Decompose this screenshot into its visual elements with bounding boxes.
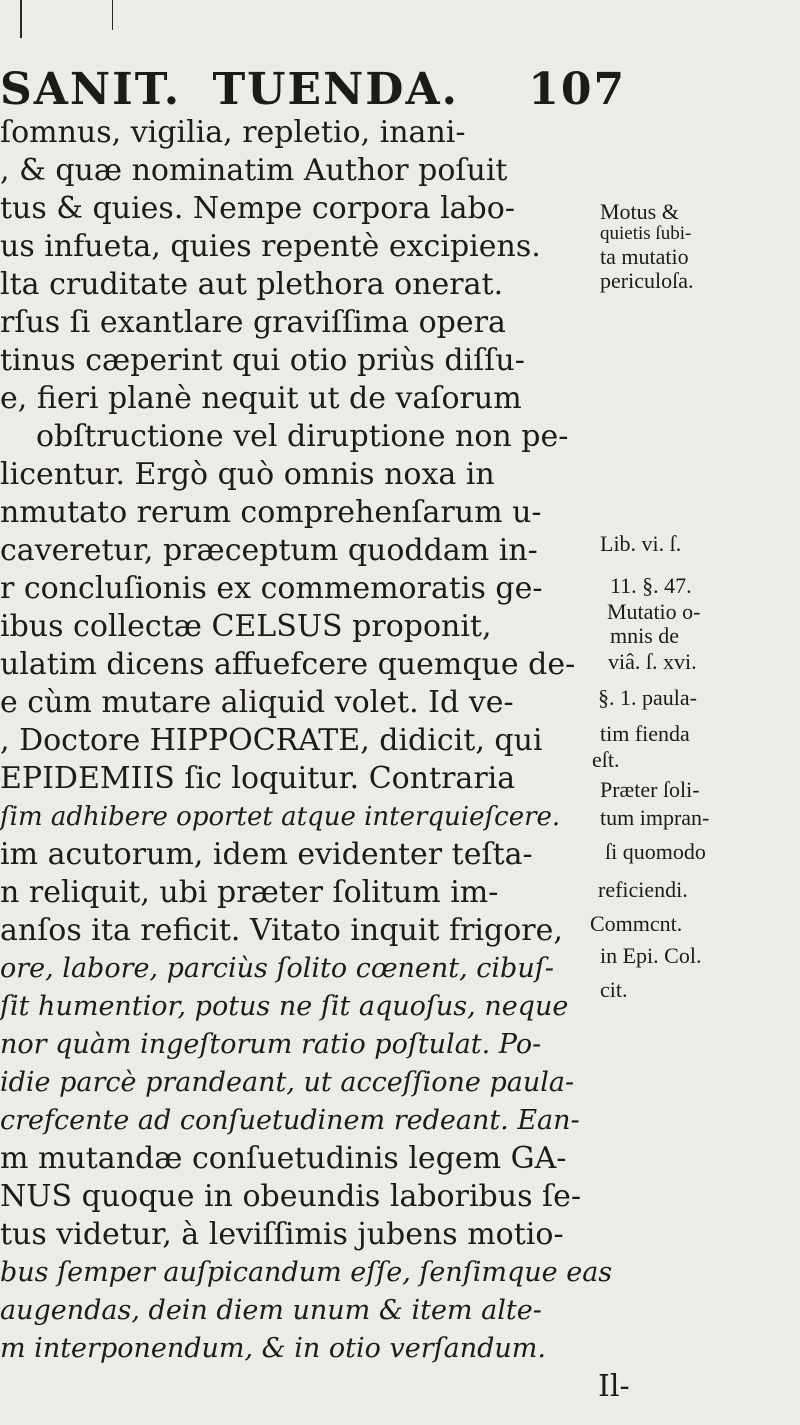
text-line: obſtructione vel diruptione non pe-	[36, 419, 569, 454]
text-line: ibus collectæ CELSUS proponit,	[0, 609, 492, 644]
text-line: bus ſemper auſpicandum eſſe, ſenſimque eas	[0, 1257, 613, 1288]
text-line: anſos ita reficit. Vitato inquit frigore,	[0, 913, 563, 948]
margin-note: viâ. ſ. xvi.	[608, 649, 697, 674]
text-line: ſomnus, vigilia, repletio, inani-	[0, 115, 466, 150]
margin-note: reficiendi.	[598, 877, 688, 902]
margin-note: Lib. vi. ſ.	[600, 531, 682, 556]
text-line: ſim adhibere oportet atque interquieſcere.	[0, 802, 561, 832]
text-line: tus videtur, à leviſſimis jubens motio-	[0, 1217, 564, 1252]
text-line: nor quàm ingeſtorum ratio poſtulat. Po-	[0, 1029, 542, 1060]
margin-note: tim fienda	[600, 721, 690, 746]
text-line: tinus cæperint qui otio priùs diſſu-	[0, 343, 525, 378]
text-line: , Doctore HIPPOCRATE, didicit, qui	[0, 723, 543, 758]
margin-note: eſt.	[592, 747, 620, 772]
margin-note: §. 1. paula-	[598, 685, 697, 710]
text-line: r concluſionis ex commemoratis ge-	[0, 571, 543, 606]
margin-note: ta mutatio	[600, 244, 689, 269]
scan-edge-mark	[20, 0, 22, 38]
text-line: tus & quies. Nempe corpora labo-	[0, 191, 515, 226]
text-line: ulatim dicens affuefcere quemque de-	[0, 647, 576, 682]
margin-note: in Epi. Col.	[600, 943, 702, 968]
text-line: us infueta, quies repentè excipiens.	[0, 229, 541, 264]
margin-note: cit.	[600, 977, 628, 1002]
text-line: augendas, dein diem unum & item alte-	[0, 1295, 542, 1326]
text-line: ore, labore, parciùs ſolito cœnent, cibuſ-	[0, 953, 554, 984]
text-line: , & quæ nominatim Author poſuit	[0, 153, 508, 188]
text-line: m mutandæ conſuetudinis legem GA-	[0, 1141, 567, 1176]
margin-note: ſi quomodo	[605, 839, 706, 864]
text-line: nmutato rerum comprehenſarum u-	[0, 495, 542, 530]
text-line: idie parcè prandeant, ut acceſſione paula-	[0, 1067, 575, 1098]
text-line: caveretur, præceptum quoddam in-	[0, 533, 538, 568]
margin-note: Præter ſoli-	[600, 777, 700, 802]
text-line: NUS quoque in obeundis laboribus ſe-	[0, 1179, 582, 1214]
text-line: rſus ſi exantlare graviſſima opera	[0, 305, 506, 340]
scan-edge-mark	[112, 0, 113, 30]
margin-note: tum impran-	[600, 805, 710, 830]
margin-note: quietis ſubi-	[600, 223, 692, 244]
margin-note: Mutatio o-	[607, 599, 701, 624]
margin-note: mnis de	[610, 623, 680, 648]
margin-note: 11. §. 47.	[610, 573, 692, 598]
margin-note: Commcnt.	[590, 911, 683, 936]
text-line: lta cruditate aut plethora onerat.	[0, 267, 504, 302]
text-line: ſit humentior, potus ne ſit aquoſus, neque	[0, 991, 569, 1022]
text-line: m interponendum, & in otio verſandum.	[0, 1333, 546, 1364]
page-number: 107	[528, 64, 627, 115]
margin-note: Motus &	[600, 199, 679, 224]
text-line: n reliquit, ubi præter ſolitum im-	[0, 875, 499, 910]
text-line: im acutorum, idem evidenter teſta-	[0, 837, 533, 872]
text-line: licentur. Ergò quò omnis noxa in	[0, 457, 495, 492]
header-left: SANIT.	[0, 64, 182, 115]
running-header	[0, 64, 760, 115]
text-line: EPIDEMIIS ſic loquitur. Contraria	[0, 761, 516, 796]
text-line: e, fieri planè nequit ut de vaſorum	[0, 381, 522, 416]
text-line: crefcente ad conſuetudinem redeant. Ean-	[0, 1105, 580, 1136]
text-line: e cùm mutare aliquid volet. Id ve-	[0, 685, 514, 720]
margin-note: periculoſa.	[600, 268, 694, 293]
header-title: TUENDA.	[212, 64, 459, 115]
catchword: Il-	[598, 1369, 630, 1404]
